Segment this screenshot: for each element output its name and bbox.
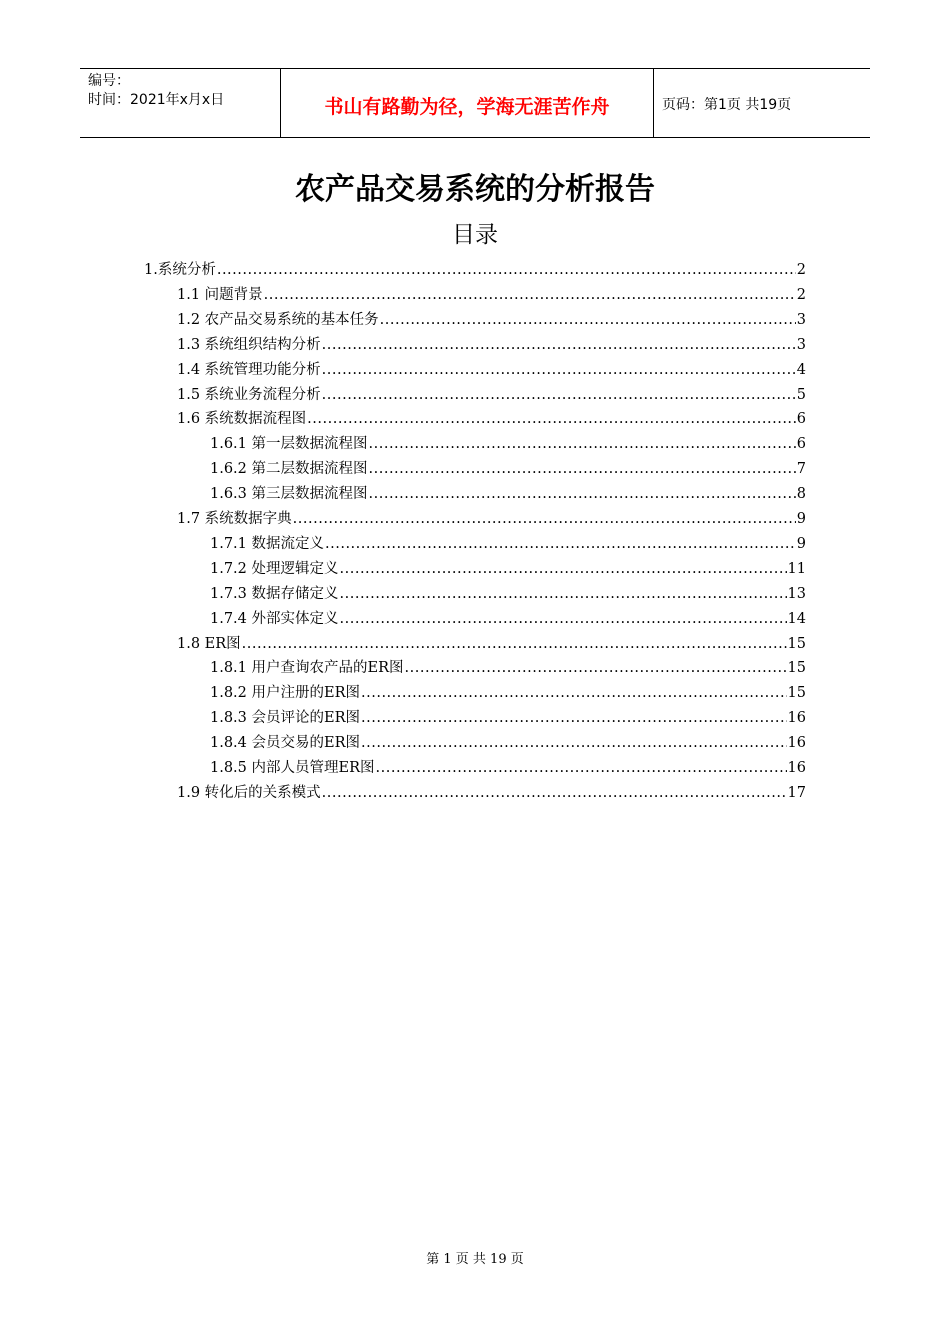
toc-entry-page: 15 [787,685,806,701]
page-footer: 第 1 页 共 19 页 [426,1252,524,1267]
toc-entry-label: 1.8 ER图 [177,636,241,652]
toc-dot-leader [293,507,796,532]
toc-entry-page: 17 [787,785,806,801]
toc-entry-page: 6 [796,411,806,427]
toc-dot-leader [325,532,796,557]
toc-entry-label: 1.9 转化后的关系模式 [177,785,321,801]
toc-entry-page: 9 [796,511,806,527]
toc-entry[interactable] [210,582,806,607]
toc-entry[interactable] [210,706,806,731]
toc-entry-label: 1.8.3 会员评论的ER图 [210,710,361,726]
toc-entry[interactable] [210,607,806,632]
toc-entry-page: 4 [796,362,806,378]
toc-entry[interactable] [210,731,806,756]
toc-entry-label: 1.8.1 用户查询农产品的ER图 [210,660,404,676]
toc-entry[interactable] [177,407,806,432]
toc-dot-leader [340,582,787,607]
toc-entry[interactable] [177,333,806,358]
toc-entry-page: 13 [787,586,806,602]
toc-entry-page: 16 [787,760,806,776]
toc-entry-page: 14 [787,611,806,627]
toc-entry-label: 1.7.1 数据流定义 [210,536,325,552]
toc-entry-label: 1.6.2 第二层数据流程图 [210,461,368,477]
toc-entry-label: 1.5 系统业务流程分析 [177,387,321,403]
toc-dot-leader [264,283,796,308]
toc-dot-leader [340,557,787,582]
toc-dot-leader [369,432,796,457]
toc-entry[interactable] [144,258,806,283]
toc-entry-page: 3 [796,337,806,353]
toc-dot-leader [322,383,796,408]
toc-entry[interactable] [177,283,806,308]
toc-entry-label: 1.7.3 数据存储定义 [210,586,339,602]
toc-dot-leader [376,756,787,781]
toc-dot-leader [361,706,787,731]
toc-entry-label: 1.8.4 会员交易的ER图 [210,735,361,751]
toc-entry-page: 2 [796,287,806,303]
toc-dot-leader [217,258,796,283]
toc-entry-label: 1.系统分析 [144,262,216,278]
toc-entry-page: 9 [796,536,806,552]
document-number-label: 编号： [88,73,130,89]
toc-entry-label: 1.3 系统组织结构分析 [177,337,321,353]
toc-entry[interactable] [210,681,806,706]
toc-entry-label: 1.6.1 第一层数据流程图 [210,436,368,452]
toc-entry[interactable] [210,656,806,681]
toc-entry-label: 1.8.5 内部人员管理ER图 [210,760,375,776]
header-meta [80,69,281,137]
toc-entry-label: 1.7.2 处理逻辑定义 [210,561,339,577]
toc-entry-label: 1.6 系统数据流程图 [177,411,307,427]
toc-dot-leader [380,308,796,333]
toc-dot-leader [405,656,787,681]
toc-entry[interactable] [210,756,806,781]
toc-entry[interactable] [177,358,806,383]
toc-entry-page: 11 [787,561,806,577]
toc-entry-page: 8 [796,486,806,502]
document-time-label: 时间：2021年x月x日 [88,92,225,108]
toc-entry[interactable] [210,432,806,457]
page-header [80,68,870,138]
document-title: 农产品交易系统的分析报告 [295,172,655,207]
toc-dot-leader [369,457,796,482]
header-motto: 书山有路勤为径，学海无涯苦作舟 [281,69,654,137]
toc-dot-leader [361,731,787,756]
toc-entry[interactable] [177,308,806,333]
toc-entry[interactable] [210,482,806,507]
toc-entry-page: 3 [796,312,806,328]
toc-dot-leader [361,681,787,706]
toc-entry-page: 2 [796,262,806,278]
toc-entry[interactable] [177,632,806,657]
toc-entry-page: 6 [796,436,806,452]
toc-dot-leader [369,482,796,507]
toc-entry[interactable] [177,781,806,806]
toc-entry-label: 1.1 问题背景 [177,287,263,303]
toc-dot-leader [322,333,796,358]
toc-entry[interactable] [210,532,806,557]
toc-entry-page: 7 [796,461,806,477]
toc-entry-label: 1.4 系统管理功能分析 [177,362,321,378]
toc-entry-page: 15 [787,636,806,652]
toc-entry-page: 15 [787,660,806,676]
toc-entry[interactable] [177,383,806,408]
toc-entry[interactable] [210,557,806,582]
toc-dot-leader [307,407,796,432]
toc-dot-leader [322,781,787,806]
toc-entry[interactable] [210,457,806,482]
toc-heading: 目录 [452,222,498,248]
toc-entry-label: 1.8.2 用户注册的ER图 [210,685,361,701]
toc-entry-page: 5 [796,387,806,403]
header-page-info: 页码：第1页 共19页 [662,97,792,113]
toc-entry-label: 1.6.3 第三层数据流程图 [210,486,368,502]
toc-entry-page: 16 [787,710,806,726]
toc-entry-label: 1.7.4 外部实体定义 [210,611,339,627]
toc-dot-leader [322,358,796,383]
toc-entry-page: 16 [787,735,806,751]
toc-entry-label: 1.2 农产品交易系统的基本任务 [177,312,379,328]
toc-dot-leader [340,607,787,632]
toc-entry[interactable] [177,507,806,532]
toc-dot-leader [242,632,787,657]
toc-entry-label: 1.7 系统数据字典 [177,511,292,527]
